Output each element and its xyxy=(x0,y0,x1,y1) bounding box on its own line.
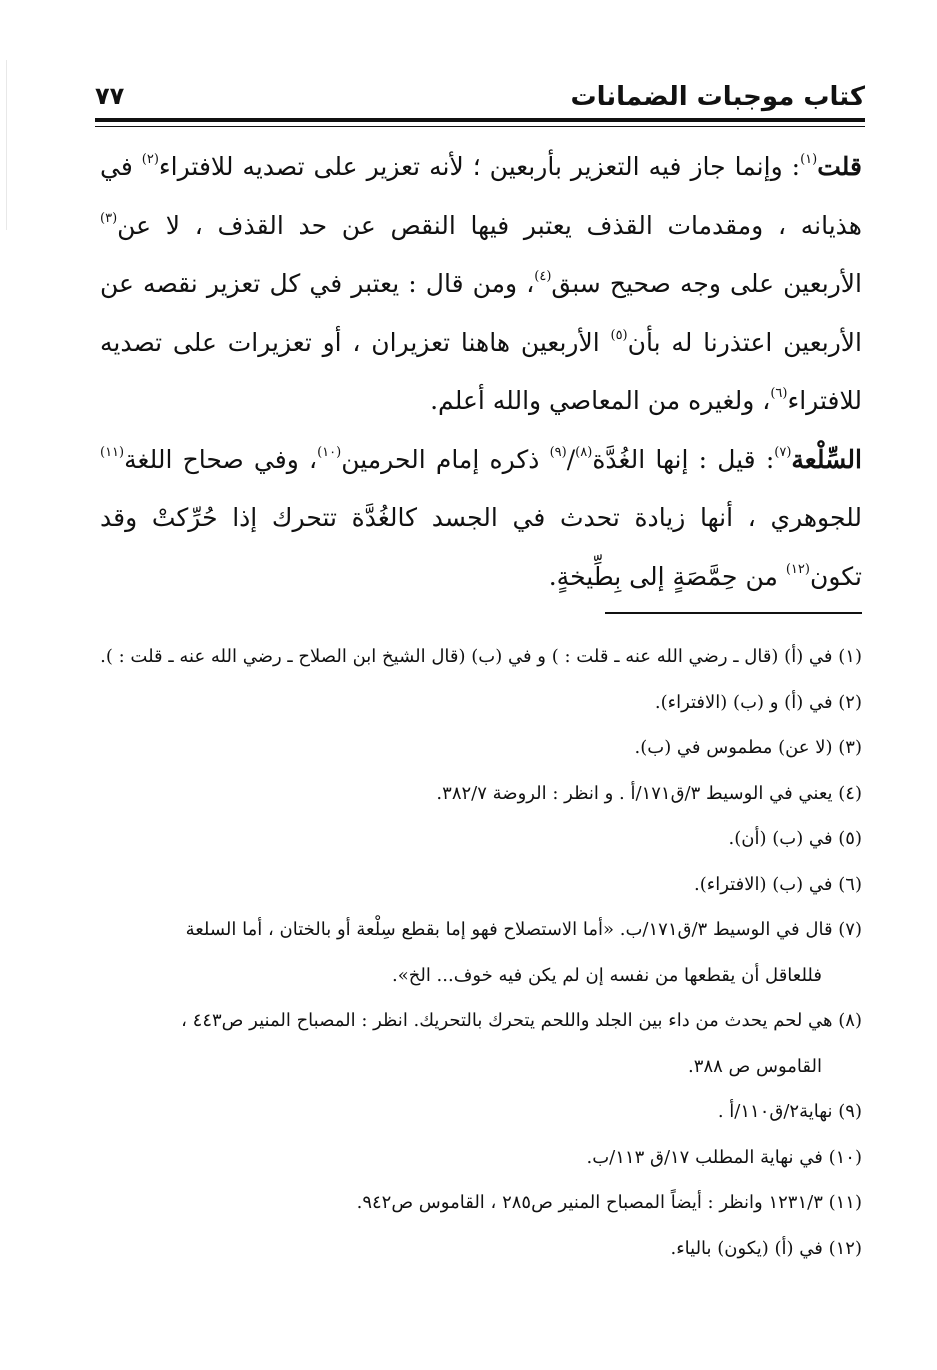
page-number: ٧٧ xyxy=(95,82,125,110)
footnote-ref: (٣) xyxy=(100,210,118,226)
scan-edge-line xyxy=(6,60,7,230)
text-run: في هذيانه ، ومقدمات القذف يعتبر فيها النقص عن حد القذف ، لا عن xyxy=(100,152,862,240)
text-run: الأربعين هاهنا تعزيران ، أو تعزيرات على تصديه للافتراء xyxy=(100,327,862,415)
footnote-ref: (١٠) xyxy=(317,444,342,460)
footnote-ref: (٨) xyxy=(575,444,593,460)
footnote-6: (٦) في (ب) (الافتراء). xyxy=(694,873,862,895)
footnote-12: (١٢) في (أ) (يكون) بالياء. xyxy=(670,1237,862,1259)
paragraph-2 xyxy=(100,431,862,607)
footnote-ref: (٧) xyxy=(774,444,792,460)
footnote-2: (٢) في (أ) و (ب) (الافتراء). xyxy=(654,691,862,713)
footnotes xyxy=(100,634,862,1271)
footnote-4: (٤) يعني في الوسيط ٣/ق١٧١/أ . و انظر : الروضة ٣٨٢/٧. xyxy=(436,782,862,804)
text-run: : وإنما جاز فيه التعزير بأربعين ؛ لأنه تعزير على تصديه للافتراء xyxy=(158,152,801,181)
footnote-3: (٣) (لا عن) مطموس في (ب). xyxy=(634,737,862,758)
slash: / xyxy=(566,444,576,474)
text-run: الأربعين على وجه صحيح سبق xyxy=(551,269,862,298)
text-run: ، وفي صحاح اللغة xyxy=(124,444,318,474)
footnote-ref: (٤) xyxy=(534,269,552,284)
paragraph-lead-word: السِّلْعة xyxy=(791,444,862,474)
text-run: ، ولغيره من المعاصي والله أعلم. xyxy=(430,386,771,415)
footnote-5: (٥) في (ب) (أن). xyxy=(728,828,862,849)
text-run: ، ومن قال : يعتبر في كل تعزير نقصه عن الأربعين اعتذرنا له بأن xyxy=(100,269,862,357)
header-rule-thick xyxy=(95,118,865,122)
footnote-8-continuation: القاموس ص ٣٨٨. xyxy=(688,1055,822,1077)
footnote-1: (١) في (أ) (قال ـ رضي الله عنه ـ قلت : ) و في (ب) (قال الشيخ ابن الصلاح ـ رضي الله عنه ـ قلت : ). xyxy=(100,646,862,667)
footnote-7: (٧) قال في الوسيط ٣/ق١٧١/ب. «أما الاستصلاح فهو إما بقطع سِلْعة أو بالختان ، أما السلعة xyxy=(185,919,862,940)
text-run: ذكره إمام الحرمين xyxy=(341,444,550,474)
main-text xyxy=(100,138,862,606)
footnote-separator xyxy=(605,612,862,614)
paragraph-lead-word: قلت xyxy=(817,152,862,181)
footnote-ref: (٥) xyxy=(610,327,628,343)
footnote-10: (١٠) في نهاية المطلب ١٧/ق ١١٣/ب. xyxy=(586,1146,862,1168)
footnote-8: (٨) هي لحم يحدث من داء بين الجلد واللحم يتحرك بالتحريك. انظر : المصباح المنير ص٤٤٣ ، xyxy=(181,1010,862,1031)
text-run: للجوهري ، أنها زيادة تحدث في الجسد كالغُدَّة تتحرك إذا حُرِّكتْ وقد تكون xyxy=(100,503,862,591)
footnote-9: (٩) نهاية٢/ق١١٠/أ . xyxy=(717,1101,862,1122)
footnote-ref: (١) xyxy=(800,152,818,167)
footnote-ref: (٩) xyxy=(549,444,567,460)
footnote-ref: (٦) xyxy=(770,386,788,401)
text-run: : قيل : إنها الغُدَّة xyxy=(592,444,775,474)
chapter-title: كتاب موجبات الضمانات xyxy=(570,82,865,112)
footnote-ref: (٢) xyxy=(141,152,159,167)
text-run: من حِمَّصَةٍ إلى بِطِّيخةٍ. xyxy=(548,561,786,591)
paragraph-1 xyxy=(100,138,862,431)
footnote-7-continuation: فللعاقل أن يقطعها من نفسه إن لم يكن فيه خوف... الخ». xyxy=(392,964,822,986)
footnote-ref: (١٢) xyxy=(785,561,810,577)
running-header xyxy=(95,80,865,118)
header-rule-thin xyxy=(95,126,865,127)
footnote-11: (١١) ١٢٣١/٣ وانظر : أيضاً المصباح المنير ص٢٨٥ ، القاموس ص٩٤٢. xyxy=(356,1192,862,1213)
footnote-ref: (١١) xyxy=(100,444,125,460)
